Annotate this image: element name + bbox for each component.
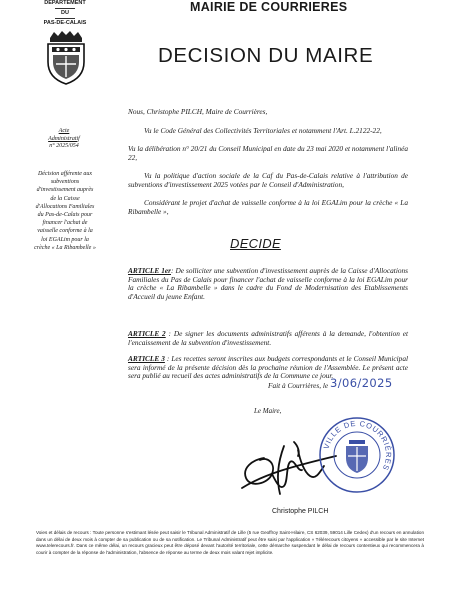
appeal-notice: Voies et délais de recours : Toute personne s'estimant lésée peut saisir le Tribunal Administratif de Lille (5 rue Geoffroy Saint-Hilaire, CS 62039, 59014 Lille Cedex) d'un recours en annulation dans un délai de deux mois à compter de sa publication ou de sa notification. Le Tribunal Administratif peut être saisi par l'application « Télérecours citoyens » accessible par le site Internet www.telerecours.fr. Dans ce même délai, un recours gracieux peut être déposé devant l'autorité territoriale, cette démarche suspendant le délai de recours contentieux qui recommencera à courir à compter de la réponse de l'administration, l'absence de réponse au terme de deux mois valant rejet implicite. [36, 530, 424, 555]
acte-reference [34, 128, 94, 151]
handwritten-date: 3/06/2025 [330, 376, 393, 390]
article-2-label: ARTICLE 2 [128, 329, 166, 338]
acte-label: Acte [58, 128, 70, 134]
margin-note: Décision afférente aux subventions d'investissement auprès de la Caisse d'Allocations Familiales du Pas-de-Calais pour financer l'achat de vaisselle conforme à la loi EGALim pour la crèche « La Ribambelle » [34, 171, 96, 251]
article-1-label: ARTICLE 1er [128, 266, 171, 275]
preamble-paragraph-1: Vu le Code Général des Collectivités Territoriales et notamment l'Art. L.2122-22, [144, 126, 382, 135]
preamble-paragraph-3: Vu la politique d'action sociale de la Caf du Pas-de-Calais relative à l'attribution de subventions d'investissement 2025 votées par le Conseil d'Administration, [128, 171, 408, 189]
article-1-text: : De solliciter une subvention d'investissement auprès de la Caisse d'Allocations Familiales du Pas de Calais pour financer l'achat de vaisselle conforme à la loi EGALim pour la crèche « La Ribambelle » dans le cadre du Fond de Modernisation des Etablissements d'Accueil du jeune Enfant. [128, 266, 408, 302]
preamble-paragraph-4: Considérant le projet d'achat de vaisselle conforme à la loi EGALim pour la crèche « La Ribambelle », [128, 198, 408, 216]
page-title: DECISION DU MAIRE [158, 44, 374, 67]
article-3-label: ARTICLE 3 [128, 354, 165, 363]
mairie-heading: MAIRIE DE COURRIERES [190, 0, 348, 14]
stamp-text: VILLE DE COURRIÈRES [321, 418, 394, 473]
article-1 [128, 267, 408, 302]
signature-role: Le Maire, [254, 407, 282, 415]
department-line-1: DÉPARTEMENT [44, 0, 86, 6]
signer-name: Christophe PILCH [272, 508, 329, 515]
coat-of-arms-icon [44, 30, 88, 86]
decide-heading: DECIDE [230, 236, 281, 251]
article-3-text: : Les recettes seront inscrites aux budgets correspondants et le Conseil Municipal sera informé de la présente décision dès la prochaine réunion de l'Assemblée. Le présent acte sera publié au recueil des actes administratifs de la Commune ce jour. [128, 354, 408, 381]
official-stamp [318, 416, 396, 494]
article-2-text: : De signer les documents administratifs afférents à la demande, l'obtention et l'encaissement de la subvention d'investissement. [128, 329, 408, 347]
department-line-2: DU [61, 10, 69, 16]
article-2 [128, 330, 408, 347]
preamble-intro: Nous, Christophe PILCH, Maire de Courrières, [128, 107, 268, 116]
preamble-paragraph-2: Vu la délibération n° 20/21 du Conseil Municipal en date du 23 mai 2020 et notamment l'alinéa 22, [128, 144, 408, 162]
signature-place: Fait à Courrières, le [268, 381, 329, 390]
department-heading [30, 0, 100, 27]
acte-type: Administratif [48, 135, 80, 142]
department-line-3: PAS-DE-CALAIS [43, 20, 87, 26]
acte-number: n° 2025/054 [49, 143, 79, 149]
